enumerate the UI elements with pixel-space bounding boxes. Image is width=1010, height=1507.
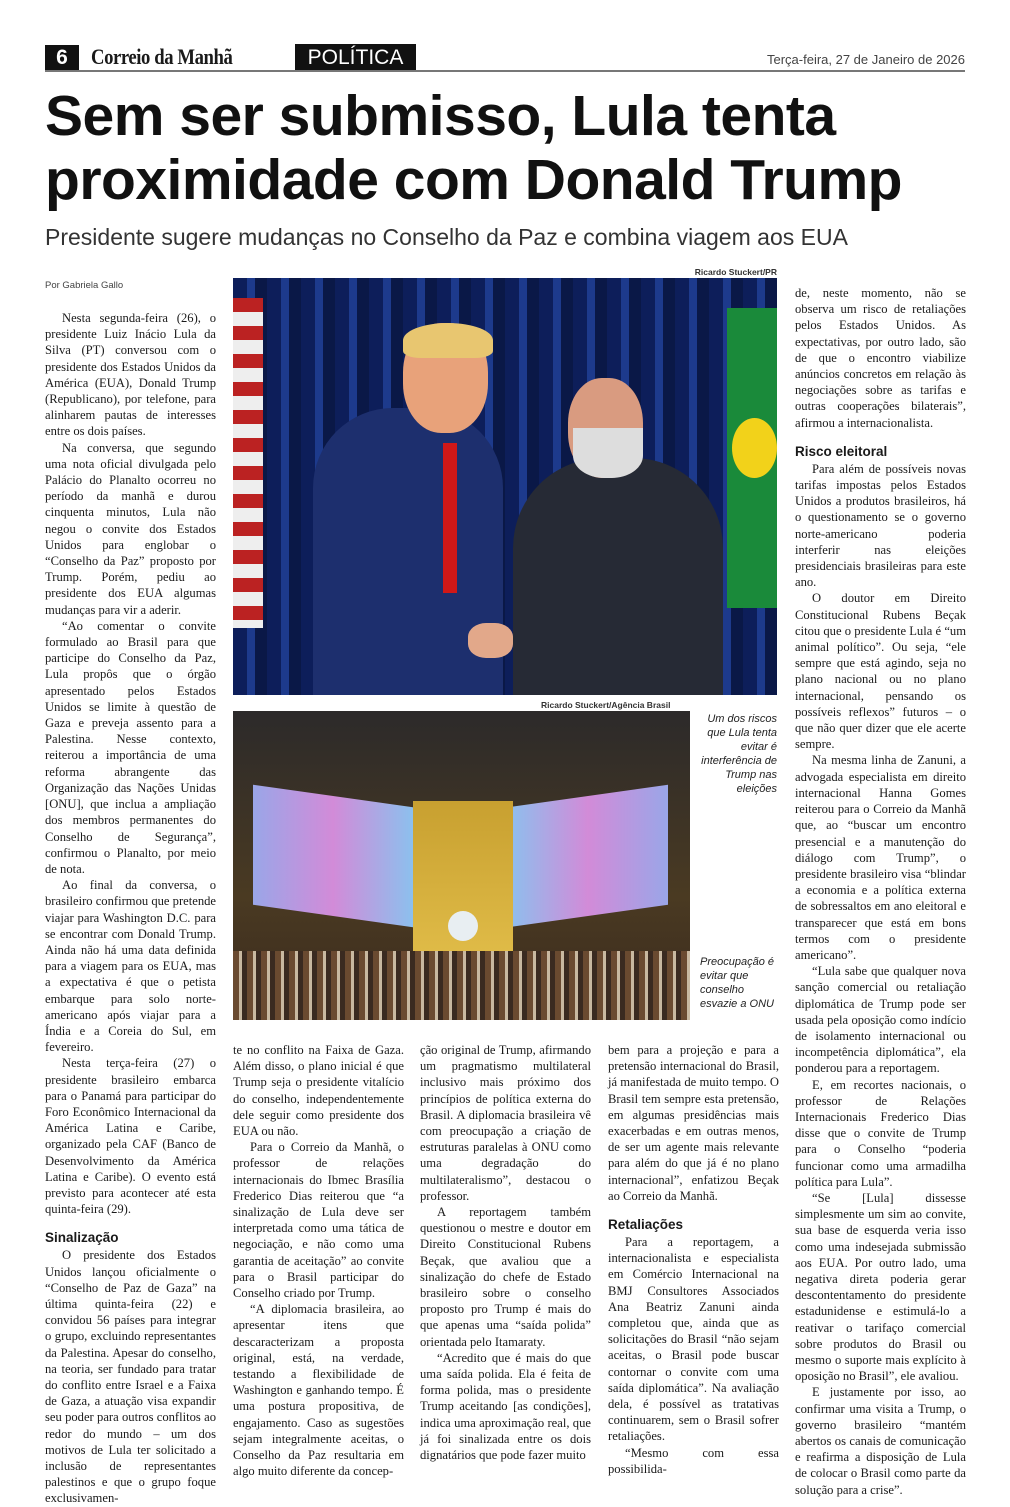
article-paragraph: Para além de possíveis novas tarifas impostas pelos Estados Unidos a produtos brasileiros, há o questionamento se o governo norte-americano poderia interferir nas eleições presidenciais brasileiras para este ano.: [795, 461, 966, 590]
photo1-caption: Um dos riscos que Lula tenta evitar é interferência de Trump nas eleições: [701, 713, 777, 795]
brazil-flag: [727, 308, 777, 608]
photo2-credit: Ricardo Stuckert/Agência Brasil: [541, 700, 671, 710]
article-paragraph: Na mesma linha de Zanuni, a advogada especialista em direito internacional Hanna Gomes reiterou para o Correio da Manhã que, ao “buscar um encontro presencial e a manutenção do diálogo com Trump”, o presidente brasileiro visa “blindar a economia e a política externa de sobressaltos em ano eleitoral e transparecer que está em bons termos com o presidente americano”.: [795, 753, 966, 962]
article-column-3: [420, 1042, 591, 1463]
article-column-1: [45, 310, 216, 1507]
newspaper-logo: Correio da Manhã: [91, 44, 233, 69]
article-paragraph: “Mesmo com essa possibilida-: [608, 1445, 779, 1476]
section-heading: Risco eleitoral: [795, 443, 888, 459]
article-paragraph: A reportagem também questionou o mestre e doutor em Direito Constitucional Rubens Beçak, que avaliou que a sinalização do chefe de Estado brasileiro sobre o conselho proposto pro Trump é mais do que apenas uma “saída polida” orientada pelo Itamaraty.: [420, 1205, 591, 1349]
issue-date: Terça-feira, 27 de Janeiro de 2026: [766, 52, 965, 67]
article-paragraph: Nesta segunda-feira (26), o presidente Luiz Inácio Lula da Silva (PT) conversou com o presidente dos Estados Unidos da América (EUA), Donald Trump (Republicano), por telefone, para alinharem pautas de interesses entre os dois países.: [45, 311, 216, 439]
article-column-4: [608, 1042, 779, 1477]
article-column-5: [795, 285, 966, 1498]
photo2-caption: Preocupação é evitar que conselho esvazie a ONU: [700, 956, 774, 1010]
lula-figure: [513, 458, 723, 695]
article-paragraph: “Ao comentar o convite formulado ao Brasil para que participe do Conselho da Paz, Lula propôs que o órgão apresentado pelos Estados Unidos se limite à questão de Gaza e preveja assento para a Palestina. Nesse contexto, reiterou a importância de uma reforma abrangente das Organização das Nações Unidas [ONU], que inclua a ampliação dos membros permanentes do Conselho de Segurança”, confirmou o Planalto, por meio de nota.: [45, 618, 216, 876]
article-paragraph: “A diplomacia brasileira, ao apresentar itens que descaracterizam a proposta original, está, na verdade, testando a flexibilidade de Washington e ganhando tempo. É uma postura propositiva, de engajamento. Caso as sugestões sejam integralmente aceitas, o Conselho da Paz resultaria em algo muito diferente da concep-: [233, 1302, 404, 1479]
article-paragraph: Para o Correio da Manhã, o professor de relações internacionais do Ibmec Brasília Frederico Dias reiterou que “a sinalização de Lula deve ser interpretada como uma tática de negociação, e não como uma garantia de aceitação” ao convite para o Brasil participar do Conselho criado por Trump.: [233, 1140, 404, 1301]
article-paragraph: te no conflito na Faixa de Gaza. Além disso, o plano inicial é que Trump seja o presidente vitalício do conselho, independentemente dele seguir como presidente dos EUA ou não.: [233, 1043, 404, 1139]
article-paragraph: O presidente dos Estados Unidos lançou oficialmente o “Conselho de Paz de Gaza” na última quinta-feira (22) e convidou 56 países para integrar o grupo, excluindo representantes da Palestina. Apesar do conselho, na teoria, ser fundado para tratar do conflito entre Israel e a Faixa de Gaza, a atuação visa expandir seu poder para outros conflitos ao redor do mundo – um dos motivos de Lula ter solicitado a inclusão de representantes palestinos e que o grupo foque exclusivamen-: [45, 1248, 216, 1506]
article-paragraph: “Lula sabe que qualquer nova sanção comercial ou retaliação diplomática de Trump pode ser usada pela oposição como indício de isolamento internacional ou incompetência diplomática”, ela ponderou para a reportagem.: [795, 964, 966, 1076]
subtitle: Presidente sugere mudanças no Conselho da Paz e combina viagem aos EUA: [45, 224, 848, 250]
article-paragraph: bem para a projeção e para a pretensão internacional do Brasil, já manifestada de muito tempo. O Brasil tem sempre esta pretensão, em algumas presidências mais exacerbadas e em outras menos, de ser um agente mais relevante para além do que já é no plano internacional”, enfatizou Beçak ao Correio da Manhã.: [608, 1043, 779, 1203]
article-paragraph: E justamente por isso, ao confirmar uma visita a Trump, o governo brasileiro “mantém abertos os canais de comunicação e reafirma a disposição de Lula de colocar o Brasil como parte da solução para a crise”.: [795, 1385, 966, 1497]
article-paragraph: ção original de Trump, afirmando um pragmatismo multilateral inclusivo mais próximo dos princípios de política externa do Brasil. A diplomacia brasileira vê com preocupação a criação de estruturas paralelas à ONU como uma degradação do multilateralismo”, destacou o professor.: [420, 1043, 591, 1203]
headline: Sem ser submisso, Lula tenta proximidade com Donald Trump: [45, 84, 902, 212]
article-paragraph: Ao final da conversa, o brasileiro confirmou que pretende viajar para Washington D.C. para se encontrar com Donald Trump. Ainda não há uma data definida para a viagem para os EUA, mas a expectativa é que o petista embarque para solo norte-americano após viajar para a Índia e a Coreia do Sul, em fevereiro.: [45, 878, 216, 1055]
article-paragraph: “Acredito que é mais do que uma saída polida. Ela é feita de forma polida, mas o presidente Trump aceitando [as condições], indica uma aproximação real, que já foi sinalizada entre os dois dignatários que pode fazer muito: [420, 1350, 591, 1463]
photo-un-general-assembly: [233, 711, 690, 1020]
article-paragraph: Nesta terça-feira (27) o presidente brasileiro embarca para o Panamá para participar do Foro Econômico Internacional da América Latina e Caribe, organizado pela CAF (Banco de Desenvolvimento da América Latina e Caribe). O evento está previsto para acontecer até esta quinta-feira (29).: [45, 1056, 216, 1217]
un-podium-wall: [413, 801, 513, 971]
byline: Por Gabriela Gallo: [45, 280, 124, 291]
section-heading: Sinalização: [45, 1230, 119, 1246]
us-flag: [233, 298, 263, 628]
section-heading: Retaliações: [608, 1217, 684, 1233]
page-number: 6: [45, 45, 79, 71]
photo-trump-lula-handshake: [233, 278, 777, 695]
section-label: POLÍTICA: [295, 44, 416, 71]
article-paragraph: Para a reportagem, a internacionalista e especialista em Comércio Internacional na BMJ Consultores Associados Ana Beatriz Zanuni ainda completou que, ainda que as solicitações do Brasil “não sejam aceitas, o Brasil pode buscar contornar o convite com uma saída diplomática”. Na avaliação dela, é possível as tratativas continuarem, sem o Brasil sofrer retaliações.: [608, 1235, 779, 1444]
article-paragraph: O doutor em Direito Constitucional Rubens Beçak citou que o presidente Lula é “um animal político”. Ou seja, “ele sempre que está agindo, seja no plano nacional ou no plano internacional, pensando os possíveis reflexos” futuros – o que não quer dizer que ele acerte sempre.: [795, 591, 966, 752]
article-column-2: [233, 1042, 404, 1479]
article-paragraph: Na conversa, que segundo uma nota oficial divulgada pelo Palácio do Planalto ocorreu no período da manhã e durou cinquenta minutos, Lula não negou o convite dos Estados Unidos para englobar o “Conselho da Paz” proposto por Trump. Porém, pediu ao presidente dos EUA algumas mudanças para vir a aderir.: [45, 440, 216, 617]
article-paragraph: “Se [Lula] dissesse simplesmente um sim ao convite, sua base de esquerda veria isso como uma indesejada submissão aos EUA. Por outro lado, uma negativa direta poderia gerar descontentamento do presidente estadunidense e estimulá-lo a reativar o tarifaço comercial sobre produtos do Brasil ou mesmo o suporte mais explícito à oposição no Brasil”, ele avaliou.: [795, 1190, 966, 1384]
delegates-seating: [233, 951, 690, 1020]
photo1-credit: Ricardo Stuckert/PR: [694, 267, 777, 277]
article-paragraph: E, em recortes nacionais, o professor de Relações Internacionais Frederico Dias disse que o convite de Trump para o Conselho “poderia funcionar como uma armadilha política para Lula”.: [795, 1077, 966, 1189]
header-rule: [45, 70, 965, 72]
article-paragraph: de, neste momento, não se observa um risco de retaliações pelos Estados Unidos. As expectativas, por outro lado, são de que o encontro viabilize anúncios concretos em relação às negociações sobre as tarifas e outras cooperações bilaterais”, afirmou a internacionalista.: [795, 286, 966, 430]
